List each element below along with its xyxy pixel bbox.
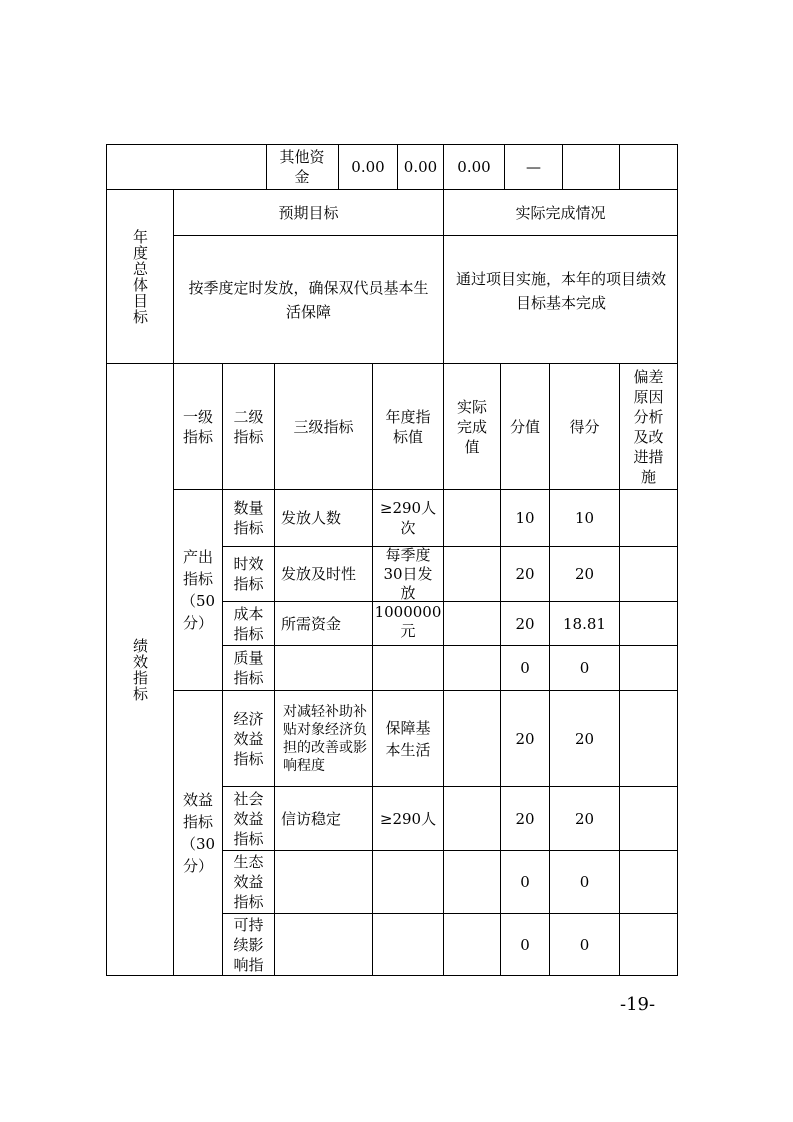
annual-target [373, 646, 443, 690]
deviation-note [620, 602, 677, 645]
deviation-note [620, 490, 677, 546]
vline [562, 144, 563, 189]
score: 10 [574, 509, 595, 527]
score-value: 20 [515, 565, 535, 583]
page-number: -19- [620, 994, 656, 1015]
hline [106, 975, 678, 976]
level2-indicator: 时效指标 [233, 555, 264, 593]
score: 0 [579, 659, 590, 677]
vline [266, 144, 267, 189]
level2-indicator: 生态效益指标 [233, 853, 264, 911]
level2-indicator: 质量指标 [233, 649, 264, 687]
score-value: 10 [515, 509, 535, 527]
deviation-note [620, 914, 677, 975]
score: 18.81 [563, 614, 606, 633]
expected-goal-header: 预期目标 [278, 203, 339, 222]
funds-label: 其他资金 [279, 148, 325, 186]
actual-value [444, 547, 500, 601]
annual-target: 1000000元 [374, 602, 442, 640]
header-score: 得分 [569, 417, 600, 436]
level3-indicator [275, 851, 372, 913]
score: 0 [579, 935, 590, 954]
deviation-note [620, 787, 677, 850]
score-value: 20 [515, 729, 535, 748]
deviation-note [620, 691, 677, 786]
actual-value [444, 851, 500, 913]
header-level3: 三级指标 [293, 417, 354, 436]
actual-value [444, 691, 500, 786]
annual-target [373, 851, 443, 913]
score-value: 0 [520, 935, 530, 954]
actual-value [444, 646, 500, 690]
actual-value [444, 602, 500, 645]
score-value: 0 [520, 659, 530, 677]
level2-indicator: 社会效益指标 [233, 789, 264, 848]
level2-indicator: 经济效益指标 [233, 709, 264, 768]
group-output-label: 产出指标（50分） [180, 548, 216, 632]
score-value: 20 [515, 614, 535, 633]
header-level2: 二级指标 [233, 407, 264, 446]
actual-completion-header: 实际完成情况 [515, 203, 606, 222]
level3-indicator: 所需资金 [281, 614, 342, 633]
expected-goal-text: 按季度定时发放，确保双代员基本生活保障 [188, 278, 429, 321]
actual-value [444, 490, 500, 546]
level2-indicator: 成本指标 [233, 604, 264, 643]
actual-value [444, 787, 500, 850]
header-actual-value: 实际完成值 [456, 397, 487, 456]
funds-dash: — [526, 158, 541, 176]
level3-indicator [275, 914, 372, 975]
score-value: 0 [520, 873, 530, 891]
header-score-value: 分值 [509, 417, 540, 436]
deviation-note [620, 851, 677, 913]
performance-label: 绩效指标 [131, 637, 149, 702]
level3-indicator: 发放及时性 [281, 565, 357, 583]
score-value: 20 [515, 809, 535, 828]
funds-value: 0.00 [351, 158, 385, 176]
vline [677, 144, 678, 976]
level3-indicator [275, 646, 372, 690]
funds-value: 0.00 [457, 158, 491, 176]
level2-indicator: 可持续影响指 [233, 915, 264, 974]
score: 20 [574, 809, 595, 828]
actual-value [444, 914, 500, 975]
annual-target: 保障基本生活 [385, 718, 431, 759]
header-annual-target: 年度指标值 [385, 407, 431, 446]
score: 20 [574, 729, 595, 748]
vline [619, 144, 620, 189]
deviation-note [620, 547, 677, 601]
level3-indicator: 对减轻补助补贴对象经济负担的改善或影响程度 [283, 703, 367, 774]
annual-goal-label: 年度总体目标 [131, 228, 149, 325]
annual-target: ≥290人次 [379, 499, 437, 537]
level2-indicator: 数量指标 [233, 499, 264, 537]
level3-indicator: 发放人数 [281, 509, 342, 527]
group-benefit-label: 效益指标（30分） [180, 791, 216, 875]
score: 0 [579, 873, 590, 891]
header-level1: 一级指标 [182, 407, 213, 446]
deviation-note [620, 646, 677, 690]
annual-target: 每季度30日发放 [383, 545, 433, 602]
funds-value: 0.00 [403, 158, 438, 176]
annual-target: ≥290人 [379, 809, 437, 828]
actual-completion-text: 通过项目实施，本年的项目绩效目标基本完成 [455, 270, 666, 312]
score: 20 [574, 565, 595, 583]
level3-indicator: 信访稳定 [281, 809, 342, 828]
annual-target [373, 914, 443, 975]
header-deviation-analysis: 偏差原因分析及改进措施 [633, 367, 664, 486]
